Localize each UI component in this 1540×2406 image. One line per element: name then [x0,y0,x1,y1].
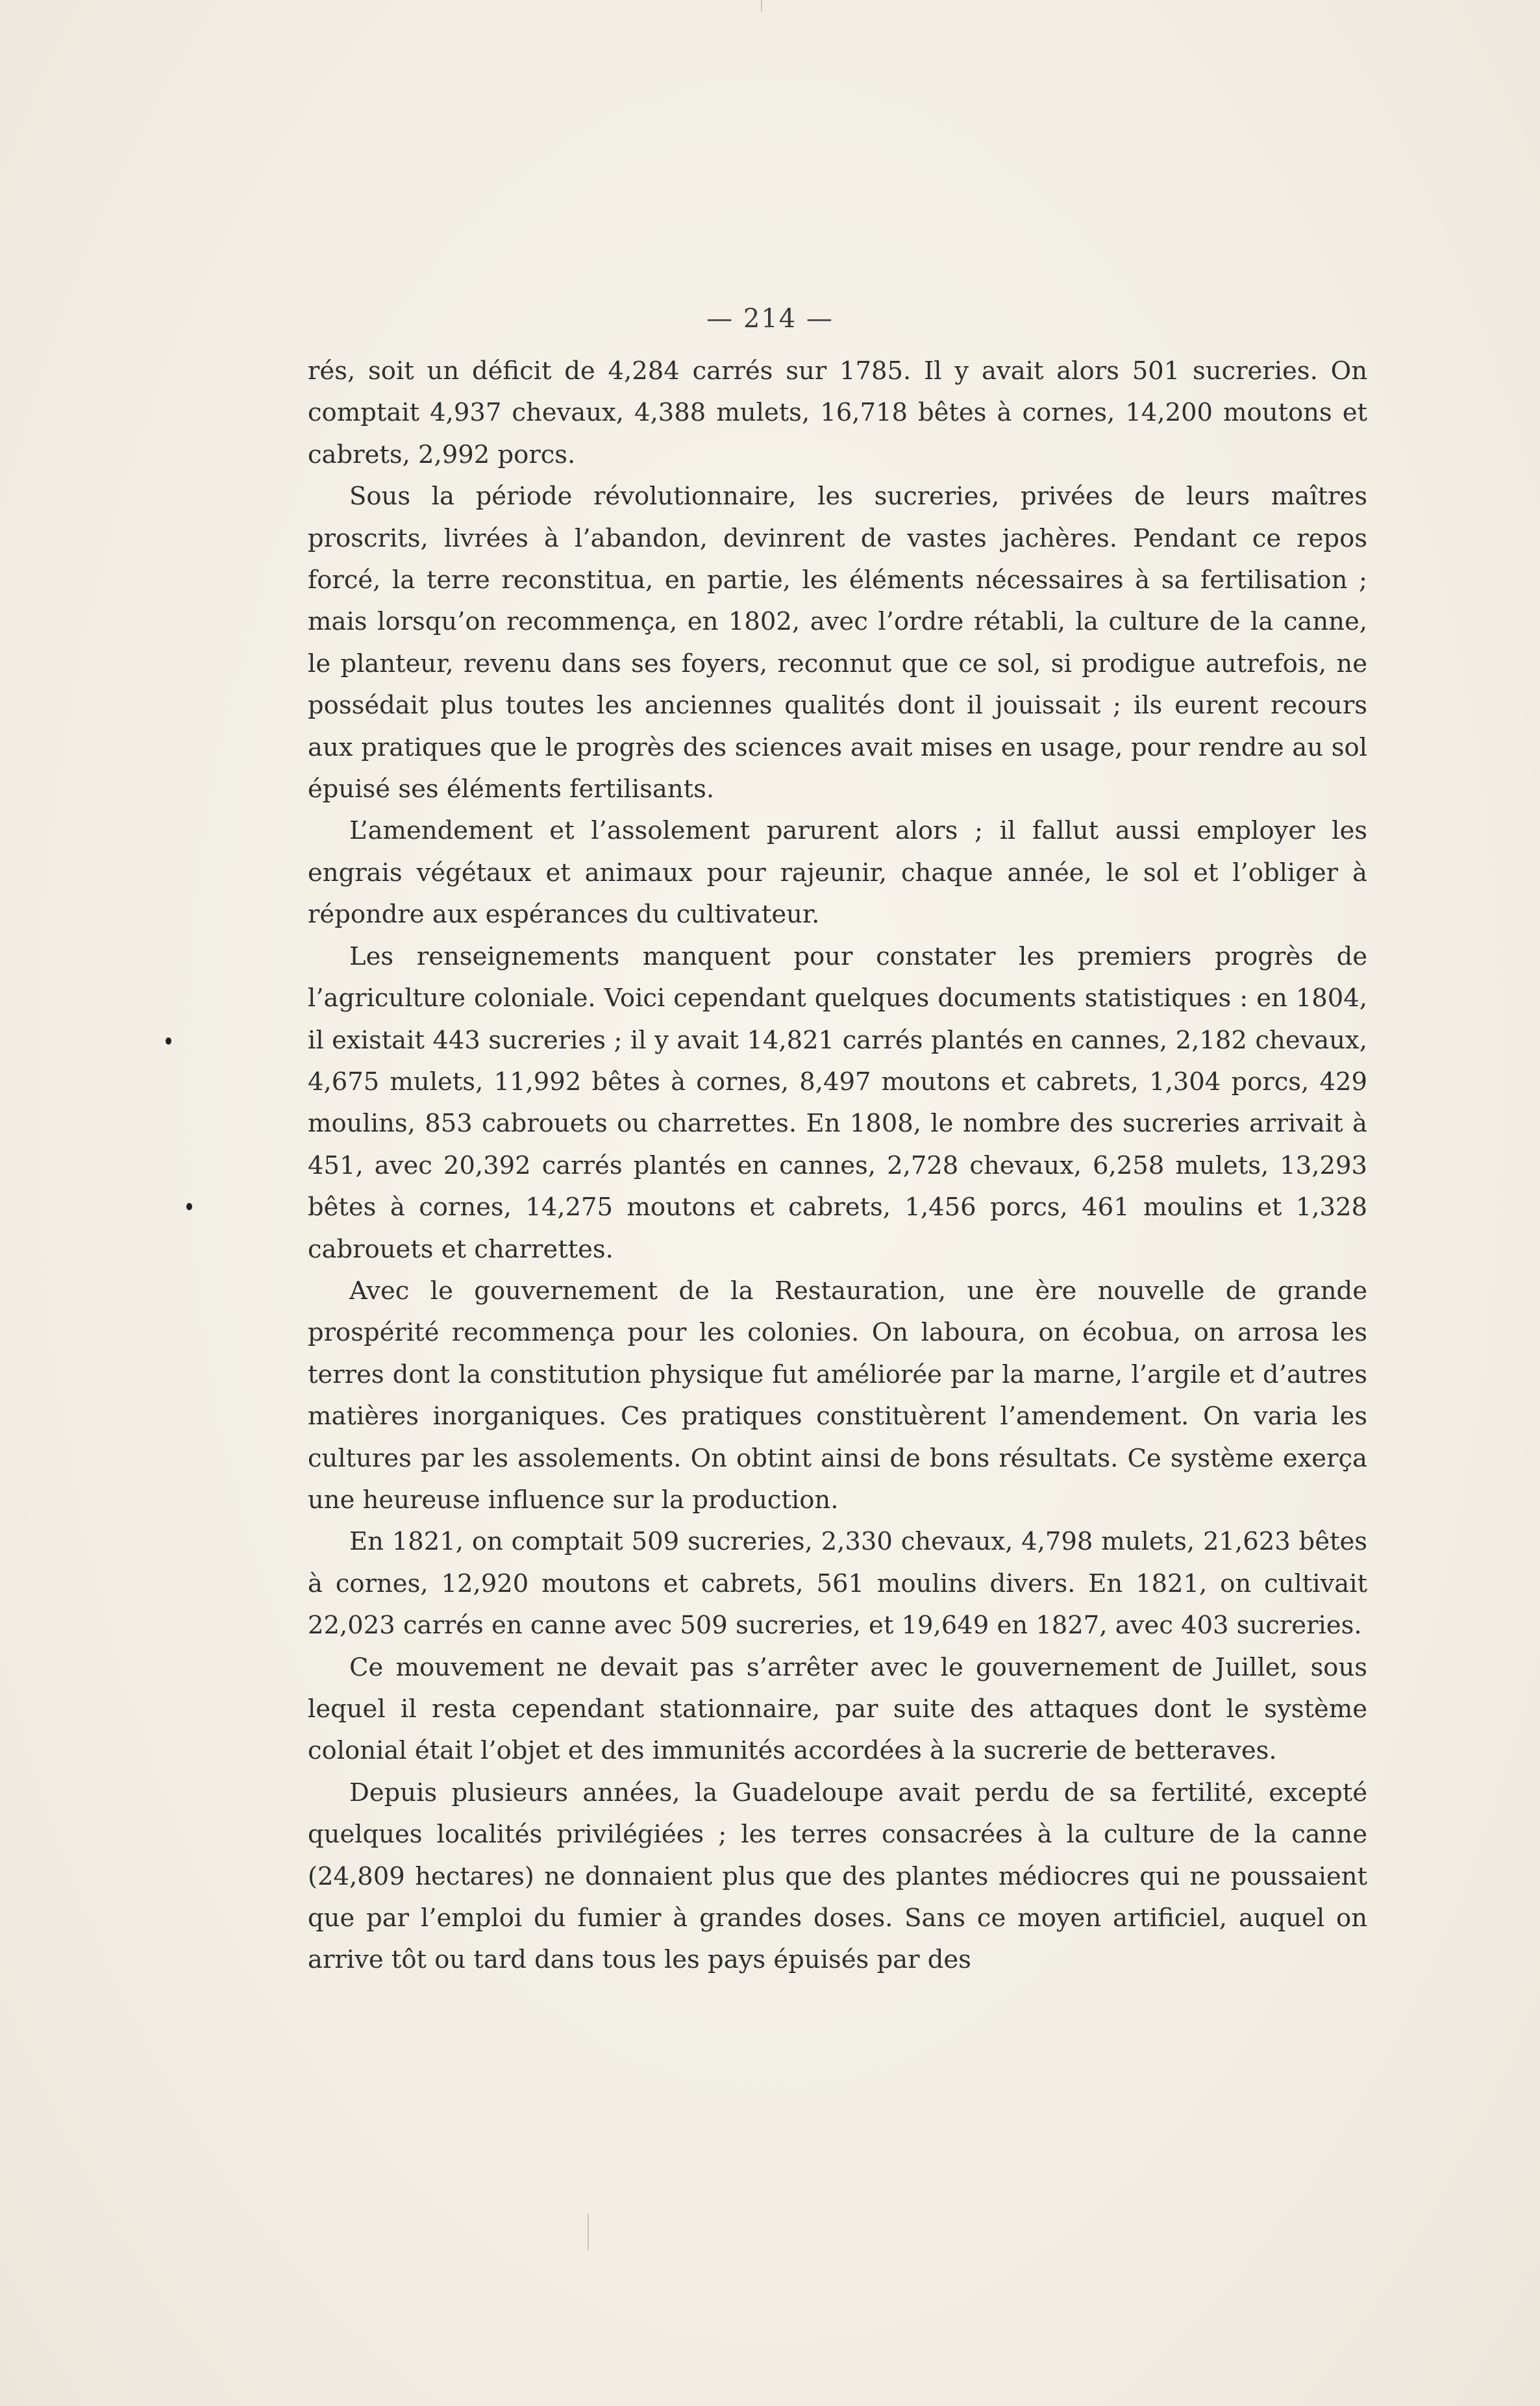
paragraph-1: rés, soit un déficit de 4,284 carrés sur 1785. Il y avait alors 501 sucreries. On comptait 4,937 chevaux, 4,388 mulets, 16,718 bêtes à cornes, 14,200 moutons et cabrets, 2,992 porcs. [308,356,1367,469]
paragraph-6: En 1821, on comptait 509 sucreries, 2,330 chevaux, 4,798 mulets, 21,623 bêtes à cornes, 12,920 moutons et cabrets, 561 moulins divers. En 1821, on cultivait 22,023 carrés en canne avec 509 sucreries, et 19,649 en 1827, avec 403 sucreries. [308,1527,1367,1641]
page-number: — 214 — [706,304,834,334]
body-text [308,351,1367,1981]
paragraph-3: L’amendement et l’assolement parurent alors ; il fallut aussi employer les engrais végétaux et animaux pour rajeunir, chaque année, le sol et l’obliger à répondre aux espérances du cultivateur. [308,816,1367,930]
paragraph-8: Depuis plusieurs années, la Guadeloupe avait perdu de sa fertilité, excepté quelques localités privilégiées ; les terres consacrées à la culture de la canne (24,809 hectares) ne donnaient plus que des plantes médiocres qui ne poussaient que par l’emploi du fumier à grandes doses. Sans ce moyen artificiel, auquel on arrive tôt ou tard dans tous les pays épuisés par des [308,1778,1367,1975]
paragraph-7: Ce mouvement ne devait pas s’arrêter avec le gouvernement de Juillet, sous lequel il resta cependant stationnaire, par suite des attaques dont le système colonial était l’objet et des immunités accordées à la sucrerie de betteraves. [308,1652,1367,1766]
scan-mark [588,2214,589,2250]
paragraph-4: Les renseignements manquent pour constater les premiers progrès de l’agriculture coloniale. Voici cependant quelques documents statistiques : en 1804, il existait 443 sucreries ; il y avait 14,821 carrés plantés en cannes, 2,182 chevaux, 4,675 mulets, 11,992 bêtes à cornes, 8,497 moutons et cabrets, 1,304 porcs, 429 moulins, 853 cabrouets ou charrettes. En 1808, le nombre des sucreries arrivait à 451, avec 20,392 carrés plantés en cannes, 2,728 chevaux, 6,258 mulets, 13,293 bêtes à cornes, 14,275 moutons et cabrets, 1,456 porcs, 461 moulins et 1,328 cabrouets et charrettes. [308,941,1367,1264]
ink-speck [166,1037,171,1045]
paragraph-2: Sous la période révolutionnaire, les sucreries, privées de leurs maîtres proscrits, livrées à l’abandon, devinrent de vastes jachères. Pendant ce repos forcé, la terre reconstitua, en partie, les éléments nécessaires à sa fertilisation ; mais lorsqu’on recommença, en 1802, avec l’ordre rétabli, la culture de la canne, le planteur, revenu dans ses foyers, reconnut que ce sol, si prodigue autrefois, ne possédait plus toutes les anciennes qualités dont il jouissait ; ils eurent recours aux pratiques que le progrès des sciences avait mises en usage, pour rendre au sol épuisé ses éléments fertilisants. [308,482,1367,804]
ink-speck [186,1203,192,1210]
scan-mark [761,0,762,12]
paragraph-5: Avec le gouvernement de la Restauration, une ère nouvelle de grande prospérité recommença pour les colonies. On laboura, on écobua, on arrosa les terres dont la constitution physique fut améliorée par la marne, l’argile et d’autres matières inorganiques. Ces pratiques constituèrent l’amendement. On varia les cultures par les assolements. On obtint ainsi de bons résultats. Ce système exerça une heureuse influence sur la production. [308,1276,1367,1515]
